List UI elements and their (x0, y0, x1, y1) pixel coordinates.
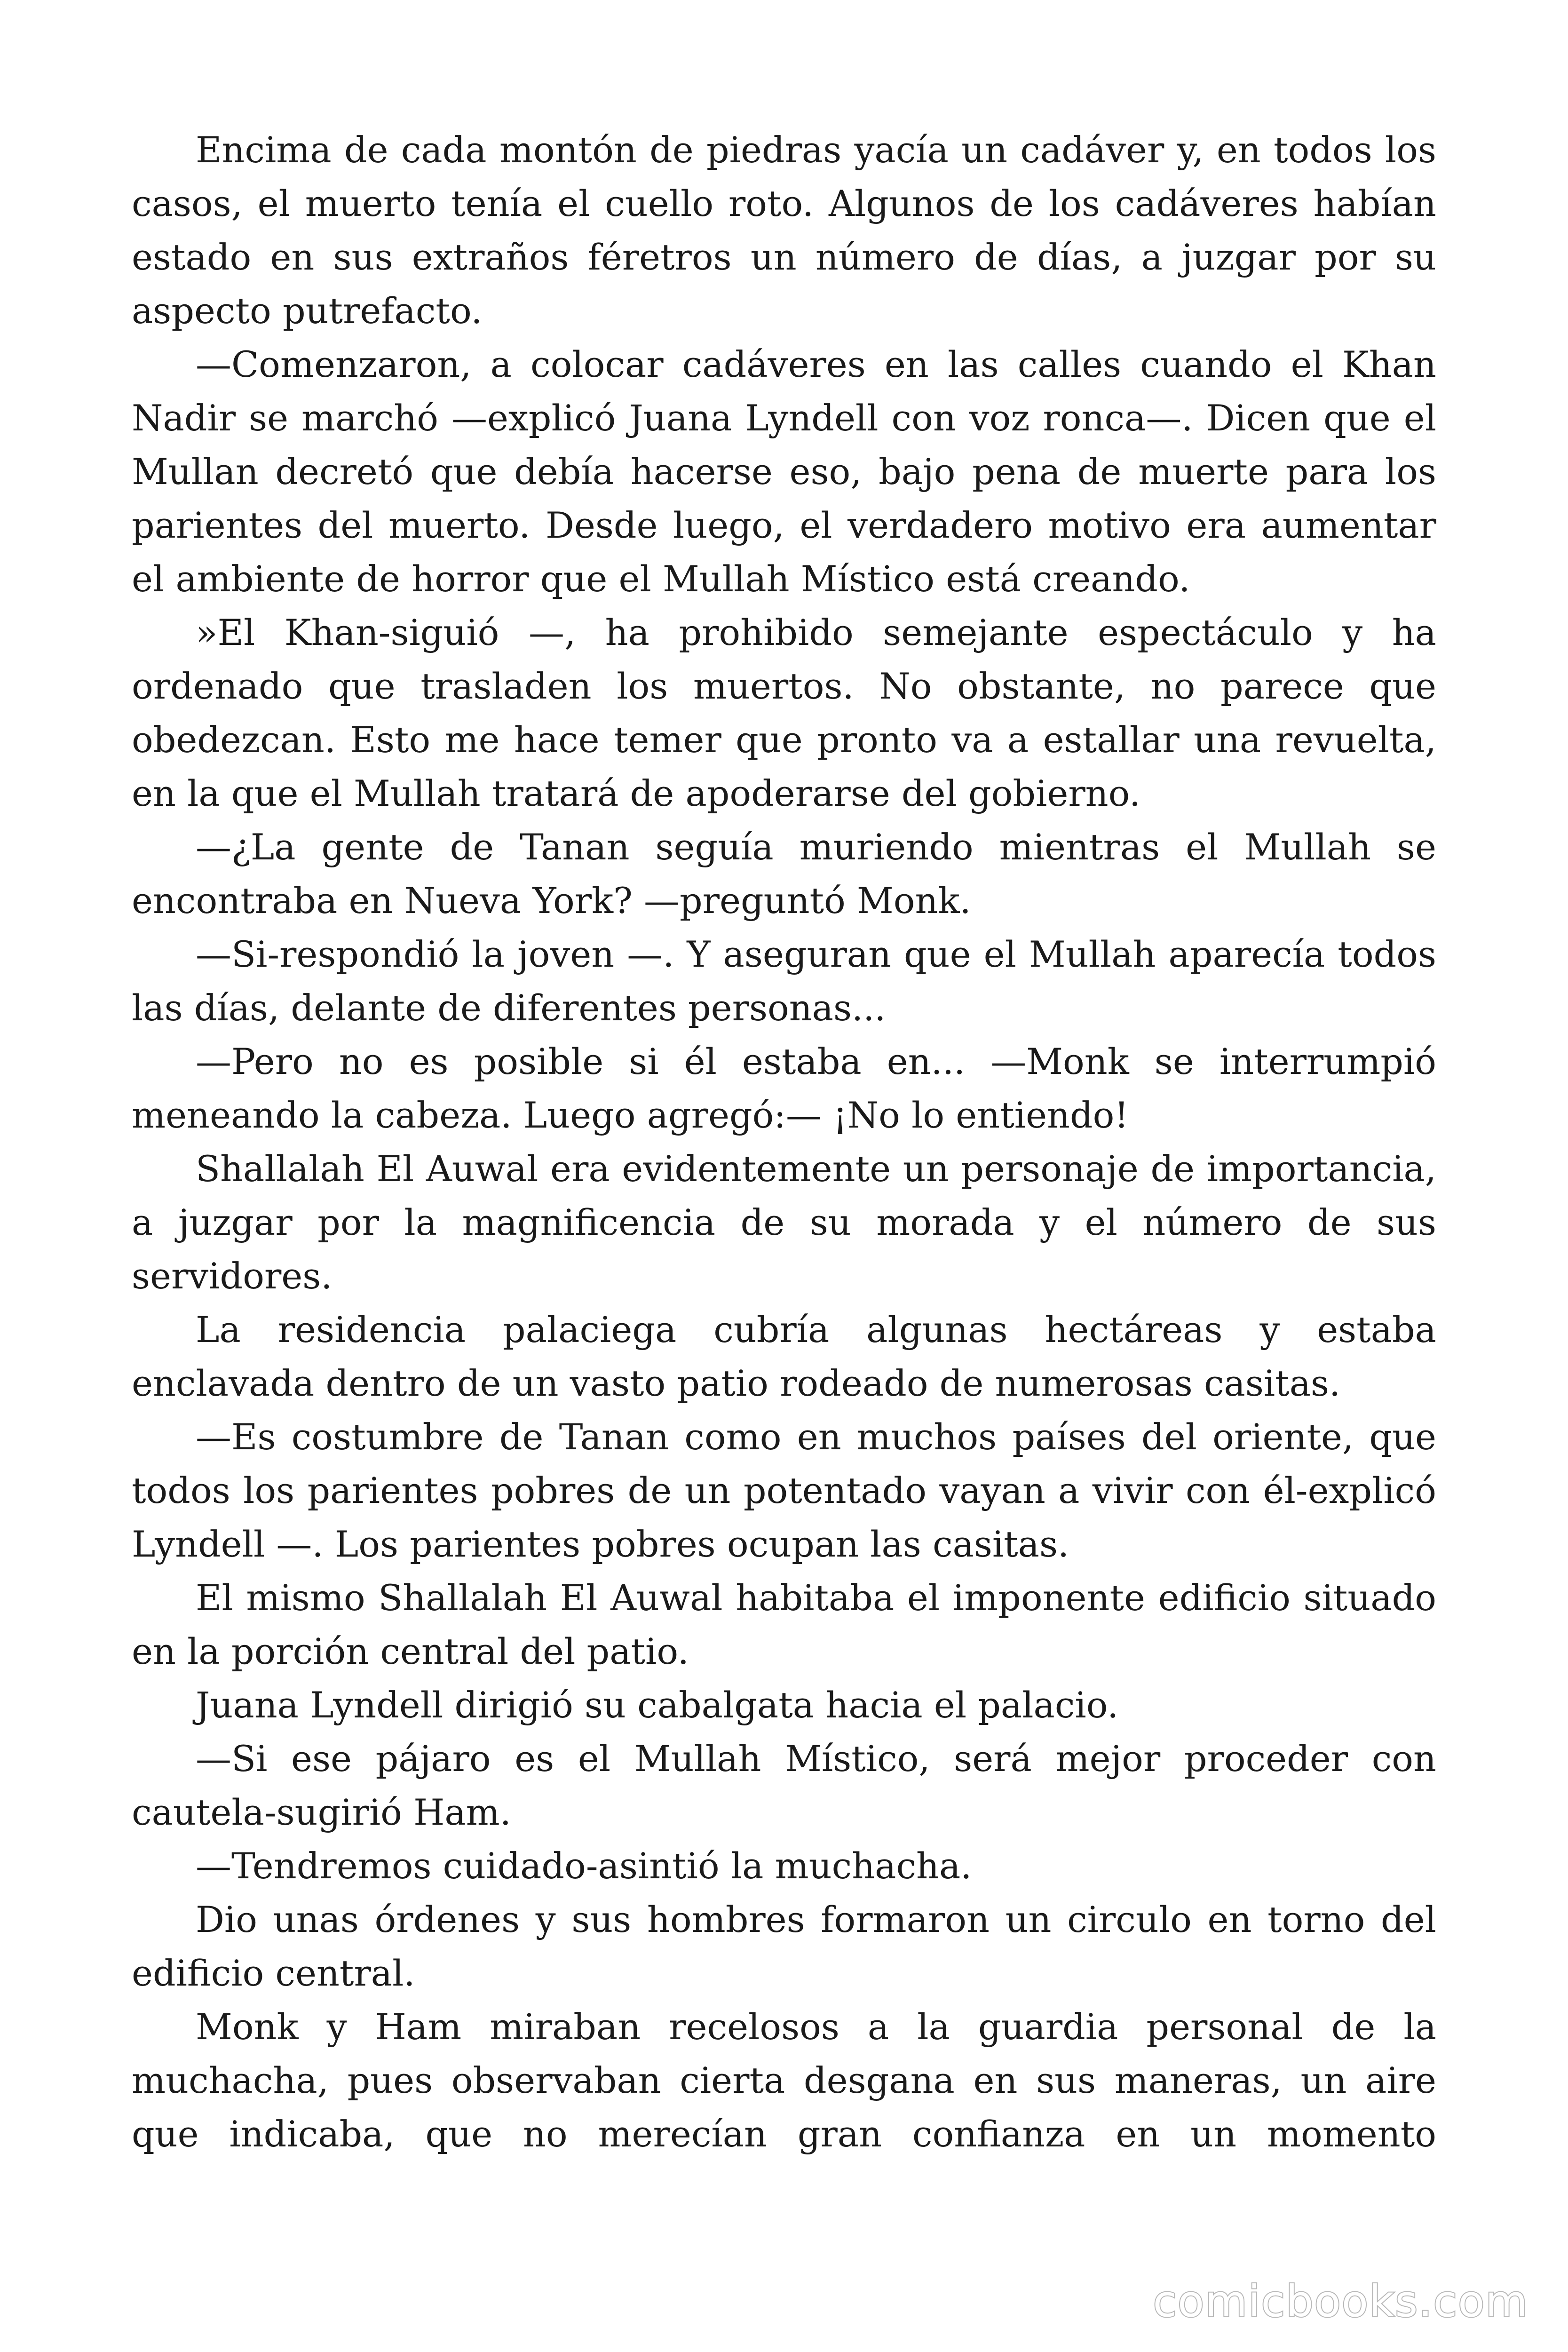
paragraph: Juana Lyndell dirigió su cabalgata hacia el palacio. (196, 1684, 1119, 1726)
paragraph: —Si ese pájaro es el Mullah Místico, será mejor proceder con cautela-sugirió Ham. (132, 1738, 1436, 1833)
paragraph: El mismo Shallalah El Auwal habitaba el imponente edificio situado en la porción central del patio. (132, 1577, 1436, 1672)
watermark: comicbooks.com (1153, 2276, 1528, 2327)
paragraph: —¿La gente de Tanan seguía muriendo mientras el Mullah se encontraba en Nueva York? —preguntó Monk. (132, 826, 1436, 922)
paragraph: Encima de cada montón de piedras yacía un cadáver y, en todos los casos, el muerto tenía el cuello roto. Algunos de los cadáveres habían estado en sus extraños féretros un número de días, a juzgar por su aspecto putrefacto. (132, 129, 1436, 332)
paragraph: —Tendremos cuidado-asintió la muchacha. (196, 1845, 972, 1887)
paragraph: »El Khan-siguió —, ha prohibido semejante espectáculo y ha ordenado que trasladen los muertos. No obstante, no parece que obedezcan. Esto me hace temer que pronto va a estallar una revuelta, en la que el Mullah tratará de apoderarse del gobierno. (132, 612, 1436, 814)
paragraph: —Si-respondió la joven —. Y aseguran que el Mullah aparecía todos las días, delante de diferentes personas... (132, 933, 1436, 1029)
paragraph-continued: Monk y Ham miraban recelosos a la guardia personal de la muchacha, pues observaban cierta desgana en sus maneras, un aire que indicaba, que no merecían gran confianza en un momento (132, 2006, 1436, 2155)
paragraph: La residencia palaciega cubría algunas hectáreas y estaba enclavada dentro de un vasto patio rodeado de numerosas casitas. (132, 1309, 1436, 1404)
paragraph: Dio unas órdenes y sus hombres formaron un circulo en torno del edificio central. (132, 1899, 1436, 1994)
paragraph: —Pero no es posible si él estaba en... —Monk se interrumpió meneando la cabeza. Luego agregó:— ¡No lo entiendo! (132, 1041, 1436, 1136)
page-body-text (132, 123, 1436, 2161)
paragraph: Shallalah El Auwal era evidentemente un personaje de importancia, a juzgar por la magnificencia de su morada y el número de sus servidores. (132, 1148, 1436, 1297)
paragraph: —Comenzaron, a colocar cadáveres en las calles cuando el Khan Nadir se marchó —explicó Juana Lyndell con voz ronca—. Dicen que el Mullan decretó que debía hacerse eso, bajo pena de muerte para los parientes del muerto. Desde luego, el verdadero motivo era aumentar el ambiente de horror que el Mullah Místico está creando. (132, 343, 1436, 600)
paragraph: —Es costumbre de Tanan como en muchos países del oriente, que todos los parientes pobres de un potentado vayan a vivir con él-explicó Lyndell —. Los parientes pobres ocupan las casitas. (132, 1416, 1436, 1565)
